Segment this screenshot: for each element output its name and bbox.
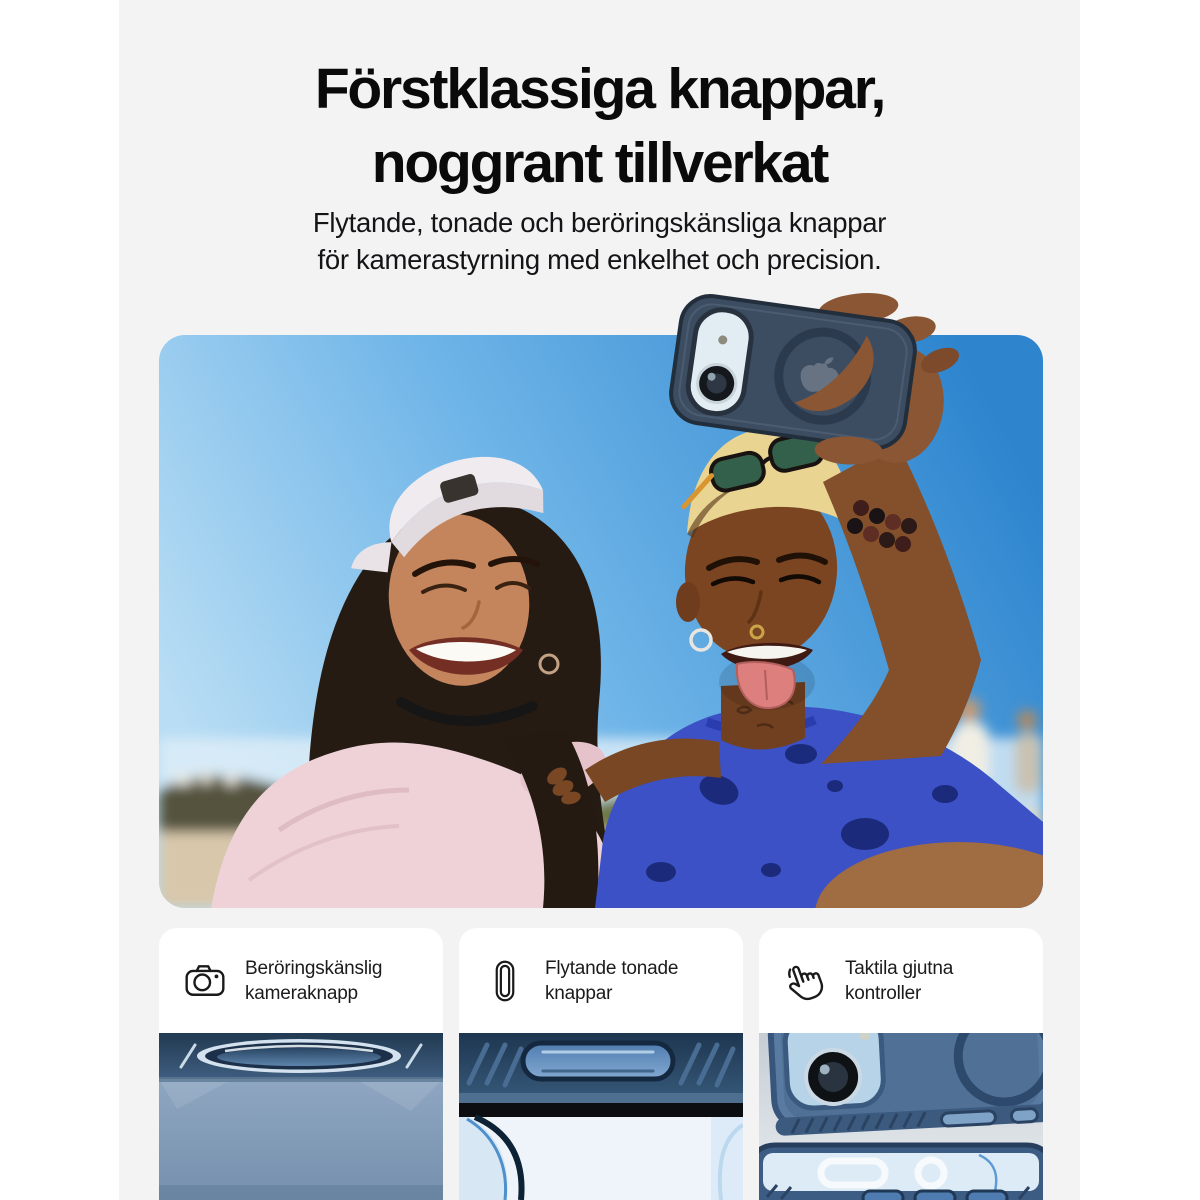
feature-card-header: [459, 928, 743, 1033]
page-subtitle: [119, 204, 1080, 278]
camera-icon: [183, 959, 227, 1003]
feature-card-tactile-controls: [759, 928, 1043, 1200]
feature-label: Flytande tonade knappar: [545, 957, 679, 1004]
tinted-buttons-closeup-photo: [459, 1033, 743, 1200]
hand-tap-icon: [783, 959, 827, 1003]
lower-phone-front: [759, 1145, 1043, 1200]
feature-card-header: [159, 928, 443, 1033]
capsule-button-icon: [483, 959, 527, 1003]
feature-label: Beröringskänslig kameraknapp: [245, 957, 383, 1004]
page-title: [119, 52, 1080, 200]
molded-controls-closeup-photo: [759, 1033, 1043, 1200]
feature-label: Taktila gjutna kontroller: [845, 957, 954, 1004]
camera-button-closeup-photo: [159, 1033, 443, 1200]
page-subtitle-line1: Flytande, tonade och beröringskänsliga knappar: [312, 207, 887, 238]
upper-phone-back: [769, 1033, 1043, 1136]
feature-card-header: [759, 928, 1043, 1033]
page-title-line2: noggrant tillverkat: [371, 131, 828, 195]
feature-cards: [159, 928, 1043, 1200]
content-panel: [119, 0, 1080, 1200]
feature-card-camera-button: [159, 928, 443, 1200]
page-title-line1: Förstklassiga knappar,: [314, 57, 885, 121]
page-subtitle-line2: för kamerastyrning med enkelhet och precision.: [317, 244, 882, 275]
feature-card-tinted-buttons: [459, 928, 743, 1200]
hero-photo: [159, 270, 1043, 908]
